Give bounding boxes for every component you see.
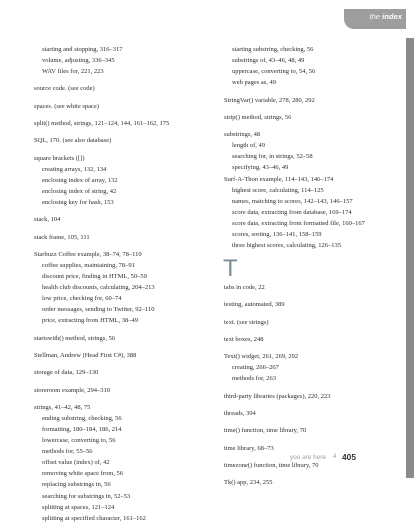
index-column-right: [224, 44, 402, 488]
index-entry: split() method, strings, 121–124, 144, 161–162, 175: [34, 120, 170, 128]
index-subentry: scores, sorting, 136–141, 158–159: [232, 230, 322, 238]
index-entry: testing, automated, 389: [224, 301, 285, 309]
index-subentry: coffee supplies, maintaining, 78–91: [42, 261, 135, 269]
index-entry: time library, 68–73: [224, 444, 274, 452]
index-entry: strings, 41–42, 48, 75: [34, 403, 91, 411]
index-subentry: score data, extracting from formatted file, 160–167: [232, 219, 365, 227]
index-column-left: [34, 44, 204, 524]
index-entry: storeroom example, 294–310: [34, 386, 110, 394]
index-entry: source code. (see code): [34, 85, 95, 93]
side-thumb-tab: [406, 38, 414, 478]
index-subentry: removing white space from, 56: [42, 470, 124, 478]
index-entry: text. (see strings): [224, 318, 269, 326]
index-entry: timezone() function, time library, 70: [224, 461, 319, 469]
index-entry: tabs in code, 22: [224, 284, 265, 292]
index-entry: text boxes, 248: [224, 336, 264, 343]
header-index-title: index: [382, 12, 402, 21]
section-letter-t: T: [223, 255, 238, 283]
index-subentry: replacing substrings in, 56: [42, 481, 111, 489]
index-subentry: web pages as, 49: [232, 79, 277, 87]
index-entry: StringVar() variable, 278, 280, 292: [224, 96, 315, 104]
index-subentry: WAV files for, 221, 223: [42, 68, 104, 76]
index-subentry: low price, checking for, 60–74: [42, 295, 122, 303]
header-the: the: [369, 12, 381, 21]
index-subentry: methods for, 263: [232, 375, 276, 383]
index-subentry: searching for substrings in, 52–53: [42, 492, 131, 500]
footer-arrow-icon: 4: [333, 454, 337, 460]
index-entry: square brackets ([]): [34, 154, 85, 162]
index-subentry: creating arrays, 132, 134: [42, 165, 107, 173]
index-subentry: substrings of, 43–46, 48, 49: [232, 57, 305, 65]
page-number: 405: [342, 452, 356, 462]
index-entry: storage of data, 129–130: [34, 369, 99, 377]
index-subentry: length of, 49: [232, 142, 266, 150]
index-subentry: offset value (index) of, 42: [42, 459, 110, 467]
index-entry: strip() method, strings, 56: [224, 113, 292, 121]
index-entry: time() function, time library, 70: [224, 427, 307, 435]
index-subentry: ending substring, checking, 56: [42, 414, 122, 422]
index-subentry: uppercase, converting to, 54, 56: [232, 68, 316, 76]
index-subentry: specifying, 43–46, 49: [232, 164, 289, 172]
index-entry: stack frame, 105, 111: [34, 233, 90, 241]
index-entry: Surf-A-Thon example, 114–143, 146–174: [224, 175, 334, 183]
index-subentry: enclosing index of string, 42: [42, 187, 117, 195]
index-entry: Stellman, Andrew (Head First C#), 388: [34, 351, 137, 359]
index-subentry: order messages, sending to Twitter, 92–110: [42, 306, 155, 314]
index-subentry: enclosing index of array, 132: [42, 176, 118, 184]
index-subentry: highest score, calculating, 114–125: [232, 186, 324, 194]
index-subentry: names, matching to scores, 142–143, 146–157: [232, 197, 353, 205]
index-subentry: three highest scores, calculating, 126–135: [232, 242, 342, 250]
index-entry: third-party libraries (packages), 220, 223: [224, 392, 331, 400]
index-subentry: discount price, finding in HTML, 50–59: [42, 273, 147, 280]
index-subentry: searching for, in strings, 52–58: [232, 153, 313, 161]
index-subentry: health club discounts, calculating, 204–213: [42, 284, 155, 292]
footer-you-are-here: you are here: [290, 454, 326, 461]
index-entry: SQL, 170. (see also database): [34, 137, 112, 145]
index-entry: startswith() method, strings, 56: [34, 334, 116, 342]
index-entry: spaces. (see white space): [34, 102, 99, 110]
index-entry: Starbuzz Coffee example, 38–74, 78–110: [34, 250, 142, 258]
index-entry: stack, 104: [34, 216, 61, 224]
index-subentry: enclosing key for hash, 153: [42, 198, 114, 206]
running-header-label: [350, 12, 402, 21]
index-subentry: splitting at specified character, 161–162: [42, 514, 146, 522]
index-entry: threads, 394: [224, 410, 256, 418]
index-entry: Tk() app, 234, 255: [224, 479, 273, 487]
index-subentry: formatting, 180–184, 186, 214: [42, 425, 122, 433]
index-entry: substrings, 48: [224, 131, 261, 139]
index-subentry: starting and stopping, 316–317: [42, 46, 123, 53]
index-subentry: lowercase, converting to, 56: [42, 437, 116, 445]
index-subentry: price, extracting from HTML, 38–49: [42, 317, 139, 325]
index-subentry: creating, 266–267: [232, 364, 279, 372]
index-subentry: splitting at spaces, 121–124: [42, 503, 115, 511]
index-entries-s-continued: [224, 44, 402, 251]
index-subentry: starting substring, checking, 56: [232, 46, 314, 53]
index-subentry: methods for, 55–56: [42, 448, 93, 456]
page-footer: [290, 452, 406, 464]
running-header: [344, 9, 406, 29]
index-subentry: volume, adjusting, 336–345: [42, 57, 115, 65]
index-entry: Text() widget, 261, 269, 292: [224, 353, 299, 361]
index-subentry: score data, extracting from database, 169–174: [232, 208, 352, 216]
